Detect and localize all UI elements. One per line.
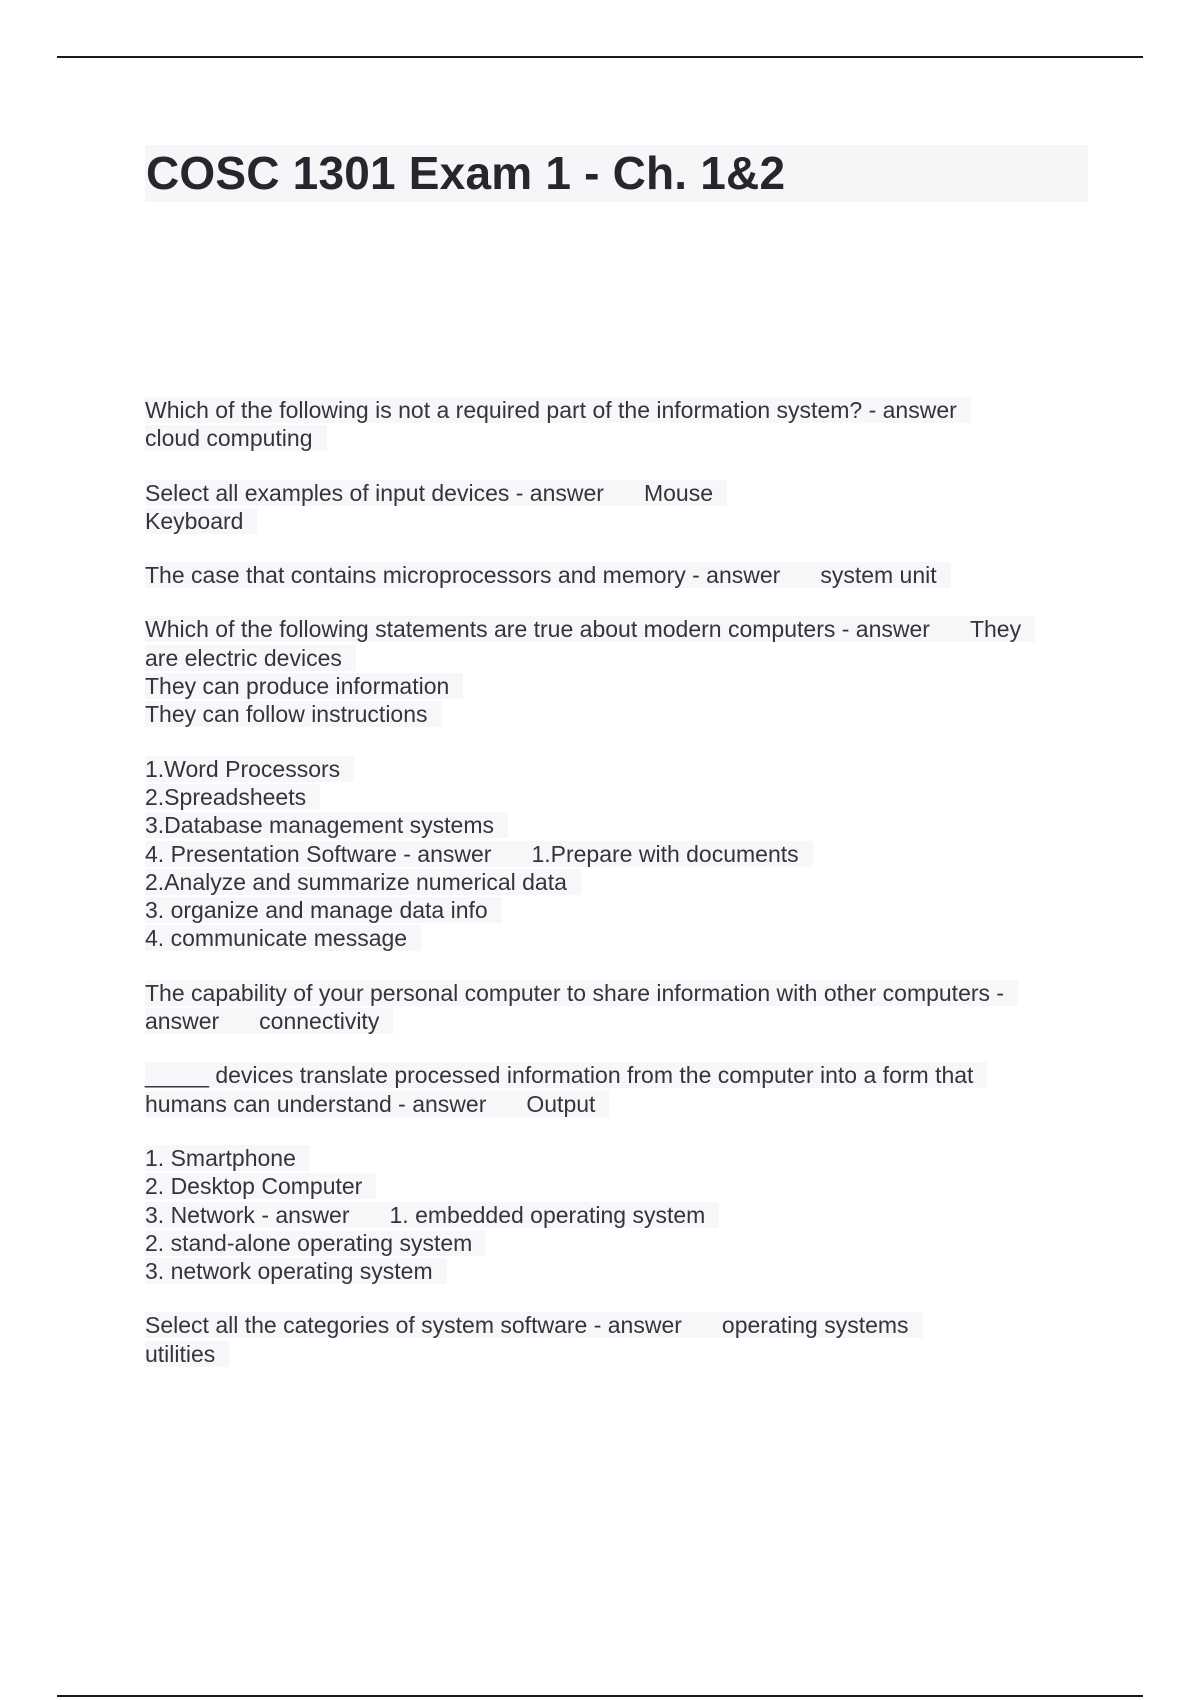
answer-text: system unit <box>820 562 937 589</box>
document-body <box>145 396 1095 1394</box>
question-text: The case that contains microprocessors and memory - answer <box>145 562 781 589</box>
qa-entry <box>145 479 1095 536</box>
page-title: COSC 1301 Exam 1 - Ch. 1&2 <box>146 147 786 199</box>
answer-text: Keyboard <box>145 508 257 534</box>
qa-entry <box>145 396 1095 453</box>
answer-text: 1. embedded operating system <box>389 1201 706 1228</box>
qa-entry <box>145 615 1095 728</box>
question-text: Which of the following statements are true about modern computers - answer <box>145 616 930 643</box>
answer-text: 4. communicate message <box>145 925 421 951</box>
answer-text: cloud computing <box>145 425 327 451</box>
question-text: 2. Desktop Computer <box>145 1173 376 1199</box>
answer-text: 2.Analyze and summarize numerical data <box>145 869 581 895</box>
answer-text: Output <box>526 1090 596 1117</box>
answer-text: They <box>969 616 1022 643</box>
answer-text: They can follow instructions <box>145 701 442 727</box>
qa-entry <box>145 755 1095 953</box>
qa-entry <box>145 561 1095 589</box>
answer-text: 3. network operating system <box>145 1258 447 1284</box>
answer-text: 1.Prepare with documents <box>531 840 799 867</box>
question-text: 3.Database management systems <box>145 812 508 838</box>
answer-text: They can produce information <box>145 673 463 699</box>
answer-text: connectivity <box>259 1008 380 1035</box>
answer-text: 3. organize and manage data info <box>145 897 502 923</box>
question-text: _____ devices translate processed information from the computer into a form that <box>145 1062 987 1088</box>
answer-text: are electric devices <box>145 645 356 671</box>
answer-text: 2. stand-alone operating system <box>145 1230 486 1256</box>
question-text: humans can understand - answer <box>145 1090 487 1117</box>
qa-entry <box>145 1061 1095 1118</box>
question-text: 2.Spreadsheets <box>145 784 320 810</box>
answer-text: utilities <box>145 1341 229 1367</box>
answer-text: operating systems <box>721 1312 909 1339</box>
answer-text: Mouse <box>643 479 713 506</box>
question-text: Which of the following is not a required part of the information system? - answer <box>145 397 971 423</box>
top-rule <box>57 56 1143 58</box>
question-text: 1.Word Processors <box>145 756 354 782</box>
qa-entry <box>145 1311 1095 1368</box>
question-text: 4. Presentation Software - answer <box>145 840 492 867</box>
question-text: answer <box>145 1008 220 1035</box>
bottom-rule <box>57 1695 1143 1697</box>
question-text: 3. Network - answer <box>145 1201 350 1228</box>
question-text: Select all the categories of system software - answer <box>145 1312 682 1339</box>
question-text: 1. Smartphone <box>145 1145 310 1171</box>
question-text: Select all examples of input devices - answer <box>145 479 604 506</box>
qa-entry <box>145 979 1095 1036</box>
qa-entry <box>145 1144 1095 1285</box>
question-text: The capability of your personal computer to share information with other computers - <box>145 980 1018 1006</box>
